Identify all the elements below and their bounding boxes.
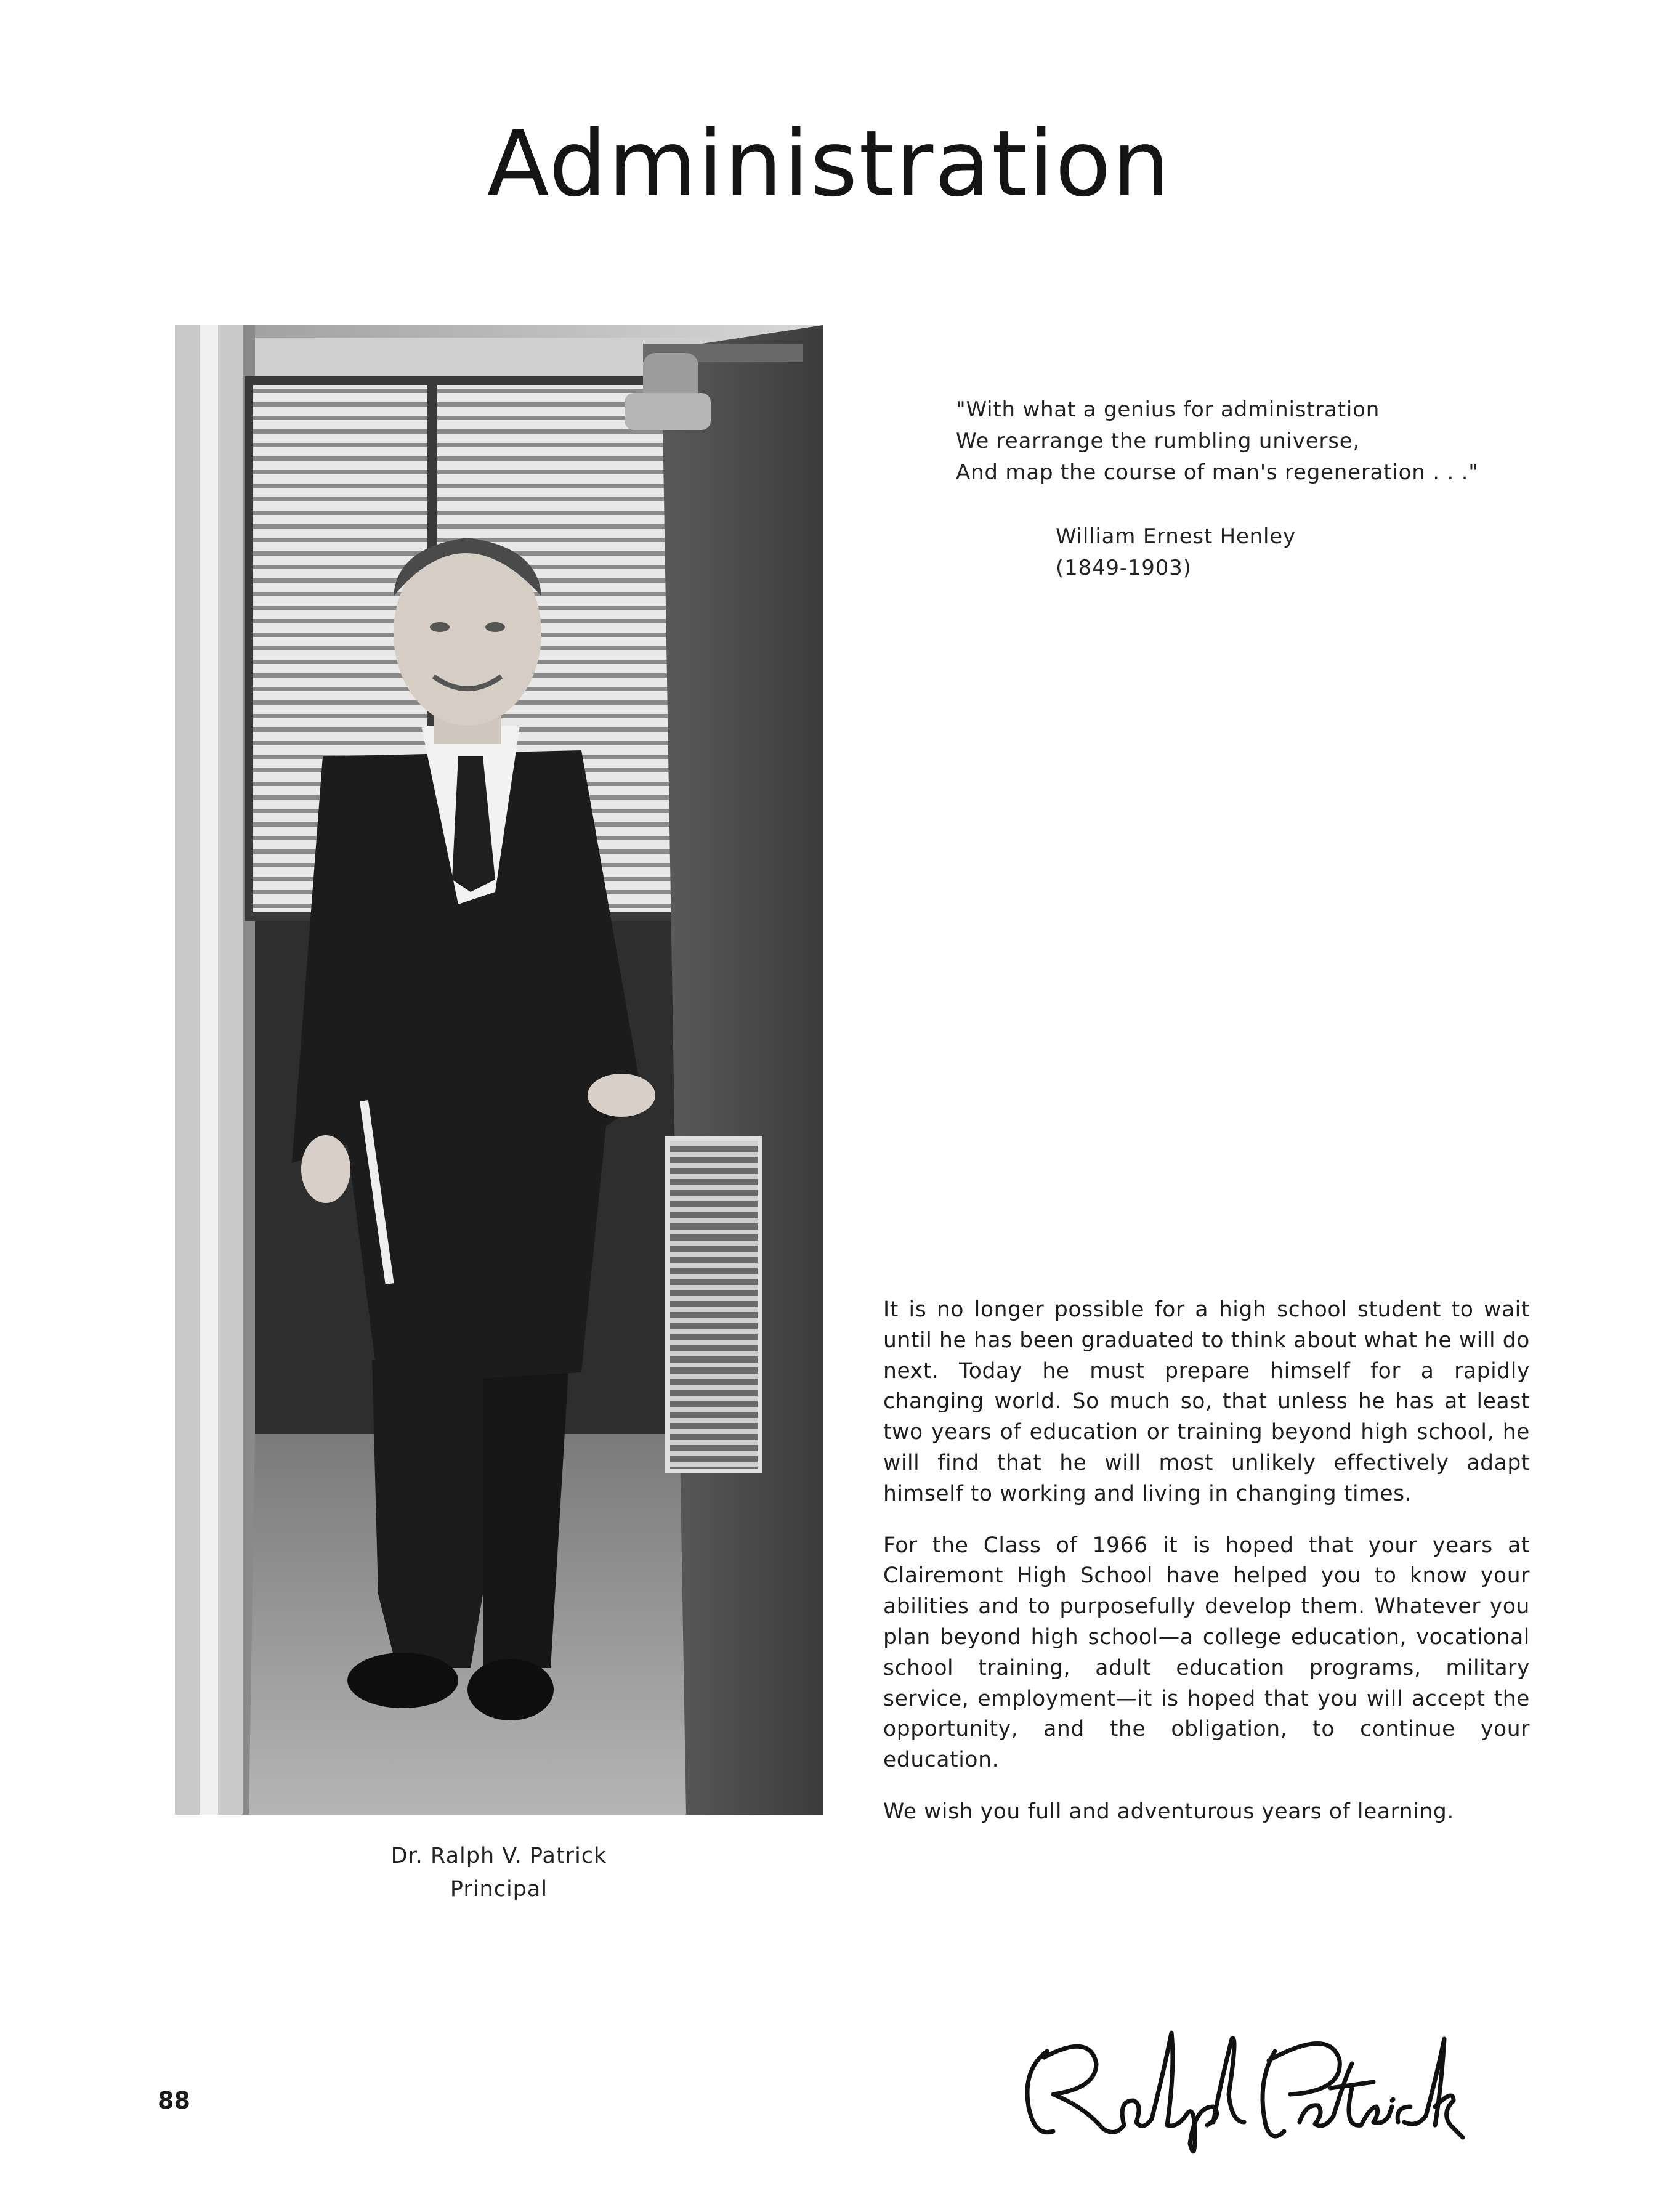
quote-line: We rearrange the rumbling universe, <box>956 429 1361 453</box>
quote-author: William Ernest Henley <box>1056 524 1296 549</box>
message-paragraph: We wish you full and adventurous years of learning. <box>883 1799 1454 1824</box>
principal-message <box>883 1295 1530 1849</box>
page-title: Administration <box>487 111 1171 217</box>
message-paragraph: It is no longer possible for a high school student to wait until he has been graduated to think about what he will do next. Today he must prepare himself for a rapidly changing world. So much so, that unless he has at least two years of education or training beyond high school, he will find that he will most unlikely effectively adapt himself to working and living in changing times. <box>883 1297 1530 1506</box>
caption-role: Principal <box>450 1877 548 1902</box>
principal-photo-illustration <box>175 325 823 1815</box>
principal-signature <box>1010 2014 1466 2162</box>
caption-name: Dr. Ralph V. Patrick <box>390 1844 607 1868</box>
epigraph-quote <box>956 394 1510 488</box>
quote-line: And map the course of man's regeneration . . ." <box>956 460 1479 485</box>
quote-years: (1849-1903) <box>1056 556 1192 580</box>
message-paragraph: For the Class of 1966 it is hoped that your years at Clairemont High School have helped you to know your abilities and to purposefully develop them. Whatever you plan beyond high school—a college education, vocational school training, adult education programs, military service, employment—it is hoped that you will accept the opportunity, and the obligation, to continue your education. <box>883 1533 1530 1773</box>
signature-drawing <box>1010 2014 1466 2162</box>
quote-line: "With what a genius for administration <box>956 397 1380 422</box>
quote-attribution <box>1056 521 1487 584</box>
page-number: 88 <box>158 2087 190 2114</box>
photo-caption <box>175 1839 823 1906</box>
principal-photo <box>175 325 823 1815</box>
